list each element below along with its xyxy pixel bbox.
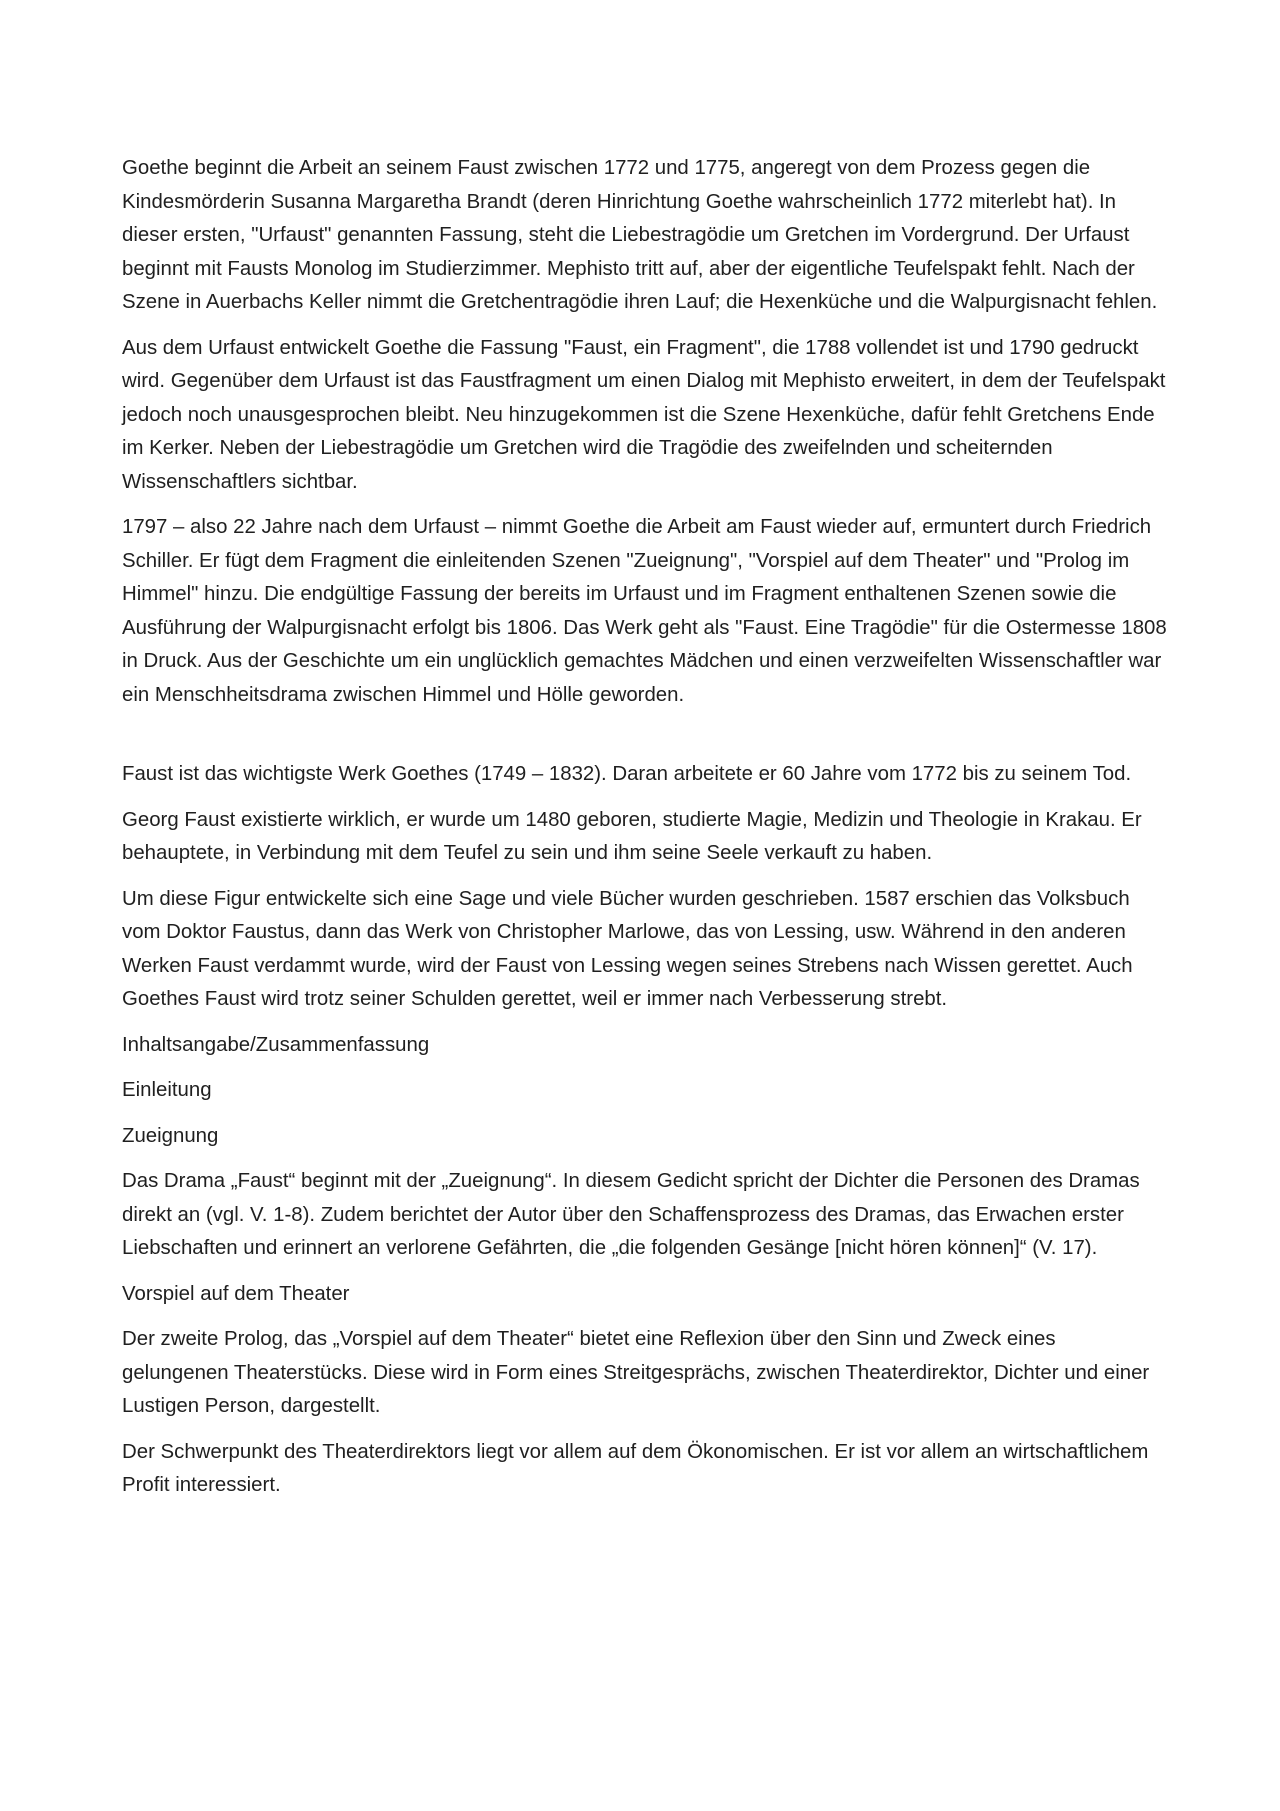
paragraph-vorspiel: Der zweite Prolog, das „Vorspiel auf dem Theater“ bietet eine Reflexion über den Sinn und Zweck eines gelungenen Theaterstücks. Diese wird in Form eines Streitgesprächs, zwischen Theaterdirektor, Dichter und einer Lustigen Person, dargestellt.: [122, 1328, 1150, 1417]
paragraph-sage: Um diese Figur entwickelte sich eine Sage und viele Bücher wurden geschrieben. 1587 erschien das Volksbuch vom Doktor Faustus, dann das Werk von Christopher Marlowe, das von Lessing, usw. Während in den anderen Werken Faust verdammt wurde, wird der Faust von Lessing wegen seines Strebens nach Wissen gerettet. Auch Goethes Faust wird trotz seiner Schulden gerettet, weil er immer nach Verbesserung strebt.: [122, 887, 1133, 1010]
paragraph-zueignung: Das Drama „Faust“ beginnt mit der „Zueignung“. In diesem Gedicht spricht der Dichter die Personen des Dramas direkt an (vgl. V. 1-8). Zudem berichtet der Autor über den Schaffensprozess des Dramas, das Erwachen erster Liebschaften und erinnert an verlorene Gefährten, die „die folgenden Gesänge [nicht hören können]“ (V. 17).: [122, 1170, 1140, 1259]
section-spacer: [122, 724, 1167, 758]
heading-vorspiel: Vorspiel auf dem Theater: [122, 1282, 350, 1305]
paragraph-fragment: Aus dem Urfaust entwickelt Goethe die Fassung "Faust, ein Fragment", die 1788 vollendet ist und 1790 gedruckt wird. Gegenüber dem Urfaust ist das Faustfragment um einen Dialog mit Mephisto erweitert, in dem der Teufelspakt jedoch noch unausgesprochen bleibt. Neu hinzugekommen ist die Szene Hexenküche, dafür fehlt Gretchens Ende im Kerker. Neben der Liebestragödie um Gretchen wird die Tragödie des zweifelnden und scheiternden Wissenschaftlers sichtbar.: [122, 336, 1166, 493]
heading-inhaltsangabe: Inhaltsangabe/Zusammenfassung: [122, 1033, 430, 1056]
paragraph-georg-faust: Georg Faust existierte wirklich, er wurde um 1480 geboren, studierte Magie, Medizin und Theologie in Krakau. Er behauptete, in Verbindung mit dem Teufel zu sein und ihm seine Seele verkauft zu haben.: [122, 808, 1142, 864]
paragraph-theaterdirektor: Der Schwerpunkt des Theaterdirektors liegt vor allem auf dem Ökonomischen. Er ist vor allem an wirtschaftlichem Profit interessiert.: [122, 1440, 1149, 1496]
document-body: [122, 152, 1167, 1515]
paragraph-urfaust: Goethe beginnt die Arbeit an seinem Faust zwischen 1772 und 1775, angeregt von dem Prozess gegen die Kindesmörderin Susanna Margaretha Brandt (deren Hinrichtung Goethe wahrscheinlich 1772 miterlebt hat). In dieser ersten, "Urfaust" genannten Fassung, steht die Liebestragödie um Gretchen im Vordergrund. Der Urfaust beginnt mit Fausts Monolog im Studierzimmer. Mephisto tritt auf, aber der eigentliche Teufelspakt fehlt. Nach der Szene in Auerbachs Keller nimmt die Gretchentragödie ihren Lauf; die Hexenküche und die Walpurgisnacht fehlen.: [122, 157, 1158, 313]
heading-einleitung: Einleitung: [122, 1079, 212, 1101]
heading-zueignung: Zueignung: [122, 1124, 219, 1147]
paragraph-tragoedie: 1797 – also 22 Jahre nach dem Urfaust – nimmt Goethe die Arbeit am Faust wieder auf, ermuntert durch Friedrich Schiller. Er fügt dem Fragment die einleitenden Szenen "Zueignung", "Vorspiel auf dem Theater" und "Prolog im Himmel" hinzu. Die endgültige Fassung der bereits im Urfaust und im Fragment enthaltenen Szenen sowie die Ausführung der Walpurgisnacht erfolgt bis 1806. Das Werk geht als "Faust. Eine Tragödie" für die Ostermesse 1808 in Druck. Aus der Geschichte um ein unglücklich gemachtes Mädchen und einen verzweifelten Wissenschaftler war ein Menschheitsdrama zwischen Himmel und Hölle geworden.: [122, 516, 1167, 706]
paragraph-wichtigstes-werk: Faust ist das wichtigste Werk Goethes (1749 – 1832). Daran arbeitete er 60 Jahre vom 1772 bis zu seinem Tod.: [122, 763, 1132, 785]
